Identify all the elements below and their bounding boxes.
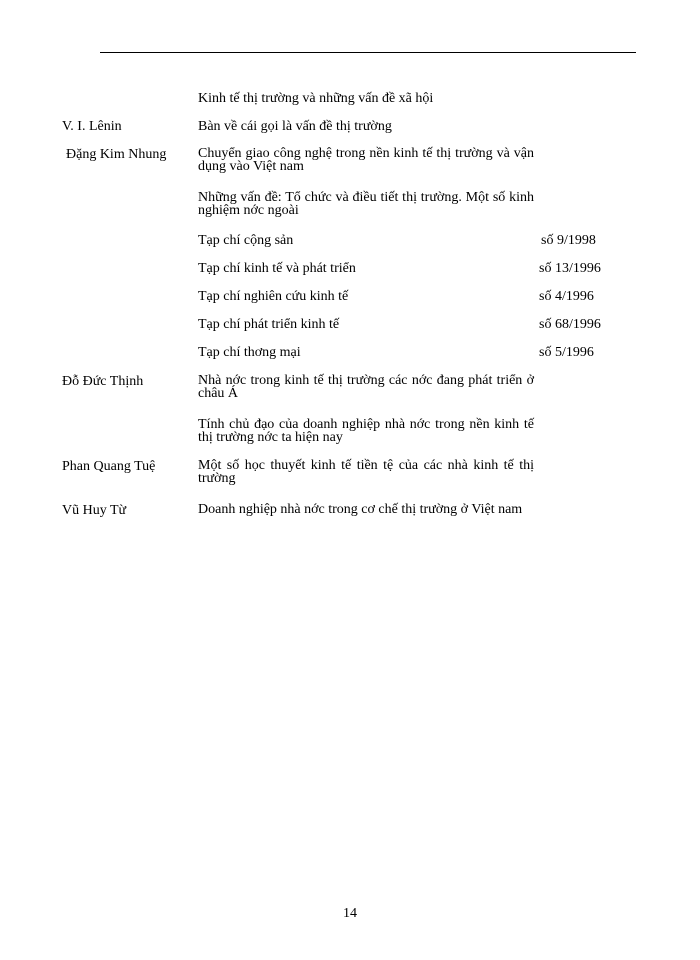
- journal-issue: số 5/1996: [539, 345, 594, 360]
- book-title: Chuyển giao công nghệ trong nền kinh tế thị trường và vận dụng vào Việt nam: [198, 146, 534, 174]
- journal-title: Tạp chí cộng sản: [198, 233, 294, 248]
- book-title: Những vấn đề: Tổ chức và điều tiết thị trường. Một số kinh nghiệm nớc ngoài: [198, 190, 534, 218]
- author-name: V. I. Lênin: [62, 119, 122, 134]
- book-title: Doanh nghiệp nhà nớc trong cơ chế thị trường ở Việt nam: [198, 502, 523, 517]
- author-name: Đỗ Đức Thịnh: [62, 374, 144, 389]
- book-title: Nhà nớc trong kinh tế thị trường các nớc đang phát triển ở châu Á: [198, 373, 534, 401]
- page-number: 14: [343, 906, 357, 921]
- journal-issue: số 9/1998: [541, 233, 596, 248]
- journal-title: Tạp chí phát triển kinh tế: [198, 317, 340, 332]
- author-name: Đặng Kim Nhung: [66, 147, 167, 162]
- journal-title: Tạp chí nghiên cứu kinh tế: [198, 289, 349, 304]
- book-title: Tính chủ đạo của doanh nghiệp nhà nớc trong nền kinh tế thị trường nớc ta hiện nay: [198, 417, 534, 445]
- book-title: Kinh tế thị trường và những vấn đề xã hội: [198, 91, 434, 106]
- author-name: Vũ Huy Từ: [62, 503, 127, 518]
- journal-issue: số 4/1996: [539, 289, 594, 304]
- journal-issue: số 13/1996: [539, 261, 601, 276]
- journal-issue: số 68/1996: [539, 317, 601, 332]
- book-title: Bàn về cái gọi là vấn đề thị trường: [198, 119, 392, 134]
- book-title: Một số học thuyết kinh tế tiền tệ của các nhà kinh tế thị trường: [198, 458, 534, 486]
- author-name: Phan Quang Tuệ: [62, 459, 156, 474]
- journal-title: Tạp chí kinh tế và phát triển: [198, 261, 356, 276]
- header-rule: [100, 52, 636, 53]
- journal-title: Tạp chí thơng mại: [198, 345, 301, 360]
